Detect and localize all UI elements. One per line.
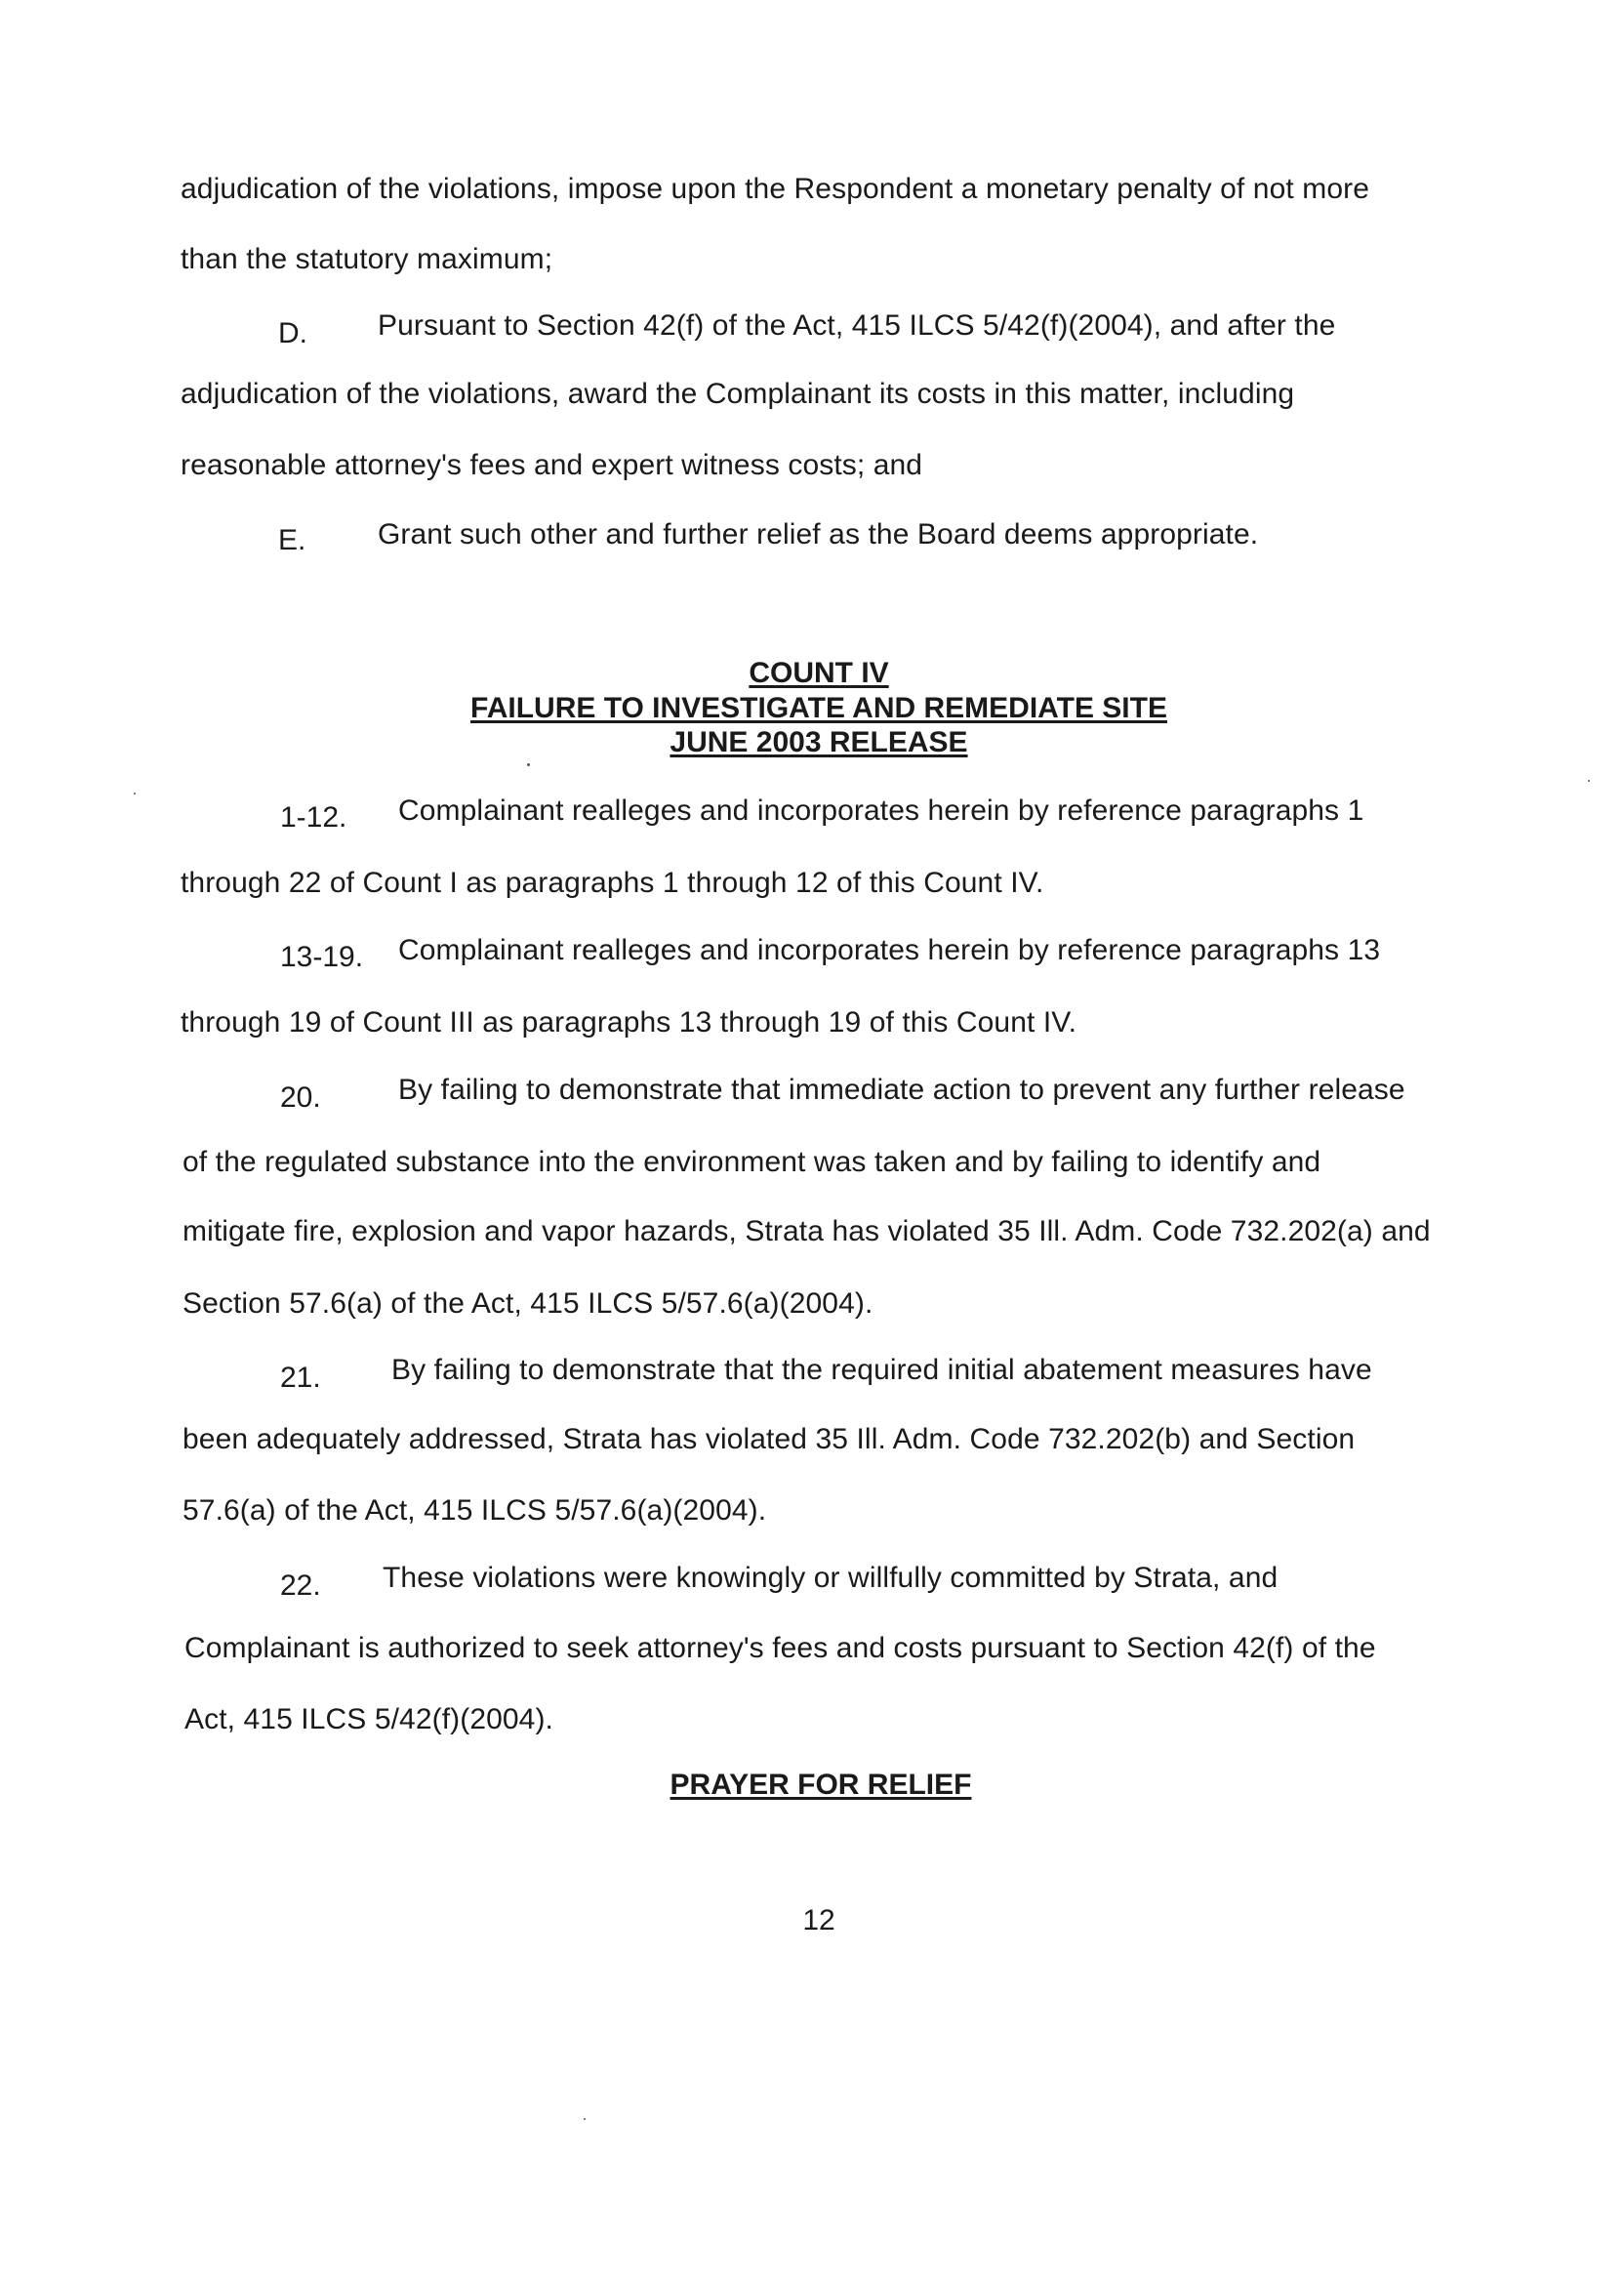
- scan-speck: [584, 2118, 586, 2120]
- para-13-19-line-1: Complainant realleges and incorporates herein by reference paragraphs 13: [398, 934, 1381, 966]
- para-20-label: 20.: [280, 1081, 321, 1114]
- para-13-19-label: 13-19.: [280, 941, 364, 973]
- para-d-line-1: Pursuant to Section 42(f) of the Act, 415 ILCS 5/42(f)(2004), and after the: [378, 309, 1336, 342]
- para-c-line-2: than the statutory maximum;: [181, 243, 553, 275]
- para-21-line-2: been adequately addressed, Strata has violated 35 Ill. Adm. Code 732.202(b) and Section: [183, 1423, 1356, 1455]
- count-subheading: FAILURE TO INVESTIGATE AND REMEDIATE SITE: [470, 692, 1167, 724]
- scan-speck: [527, 763, 530, 766]
- para-22-label: 22.: [280, 1569, 321, 1602]
- para-13-19-line-2: through 19 of Count III as paragraphs 13 through 19 of this Count IV.: [181, 1006, 1077, 1039]
- para-21-label: 21.: [280, 1362, 321, 1394]
- scan-speck: [1588, 780, 1590, 782]
- para-20-line-4: Section 57.6(a) of the Act, 415 ILCS 5/57.6(a)(2004).: [183, 1287, 873, 1320]
- para-20-line-3: mitigate fire, explosion and vapor hazards, Strata has violated 35 Ill. Adm. Code 732.202(a) and: [183, 1215, 1431, 1247]
- para-20-line-2: of the regulated substance into the environment was taken and by failing to identify and: [183, 1146, 1321, 1178]
- para-c-line-1: adjudication of the violations, impose upon the Respondent a monetary penalty of not more: [181, 173, 1369, 205]
- prayer-heading: PRAYER FOR RELIEF: [670, 1769, 972, 1801]
- para-22-line-3: Act, 415 ILCS 5/42(f)(2004).: [184, 1703, 553, 1735]
- para-d-label: D.: [278, 317, 307, 349]
- para-e-label: E.: [278, 524, 306, 556]
- para-22-line-2: Complainant is authorized to seek attorney's fees and costs pursuant to Section 42(f) of the: [184, 1632, 1376, 1664]
- release-subheading: JUNE 2003 RELEASE: [670, 726, 968, 758]
- para-e-line-1: Grant such other and further relief as the Board deems appropriate.: [378, 518, 1259, 550]
- para-21-line-3: 57.6(a) of the Act, 415 ILCS 5/57.6(a)(2004).: [183, 1494, 767, 1527]
- page-number: 12: [802, 1904, 835, 1936]
- scan-speck: [134, 793, 136, 795]
- para-21-line-1: By failing to demonstrate that the required initial abatement measures have: [391, 1354, 1372, 1386]
- para-22-line-1: These violations were knowingly or willfully committed by Strata, and: [383, 1562, 1279, 1594]
- para-1-12-line-2: through 22 of Count I as paragraphs 1 through 12 of this Count IV.: [181, 867, 1044, 899]
- para-20-line-1: By failing to demonstrate that immediate action to prevent any further release: [398, 1074, 1405, 1106]
- para-1-12-label: 1-12.: [280, 801, 347, 834]
- para-d-line-2: adjudication of the violations, award the Complainant its costs in this matter, including: [181, 378, 1295, 410]
- para-d-line-3: reasonable attorney's fees and expert witness costs; and: [181, 449, 923, 481]
- para-1-12-line-1: Complainant realleges and incorporates herein by reference paragraphs 1: [398, 795, 1364, 827]
- count-heading: COUNT IV: [749, 657, 889, 689]
